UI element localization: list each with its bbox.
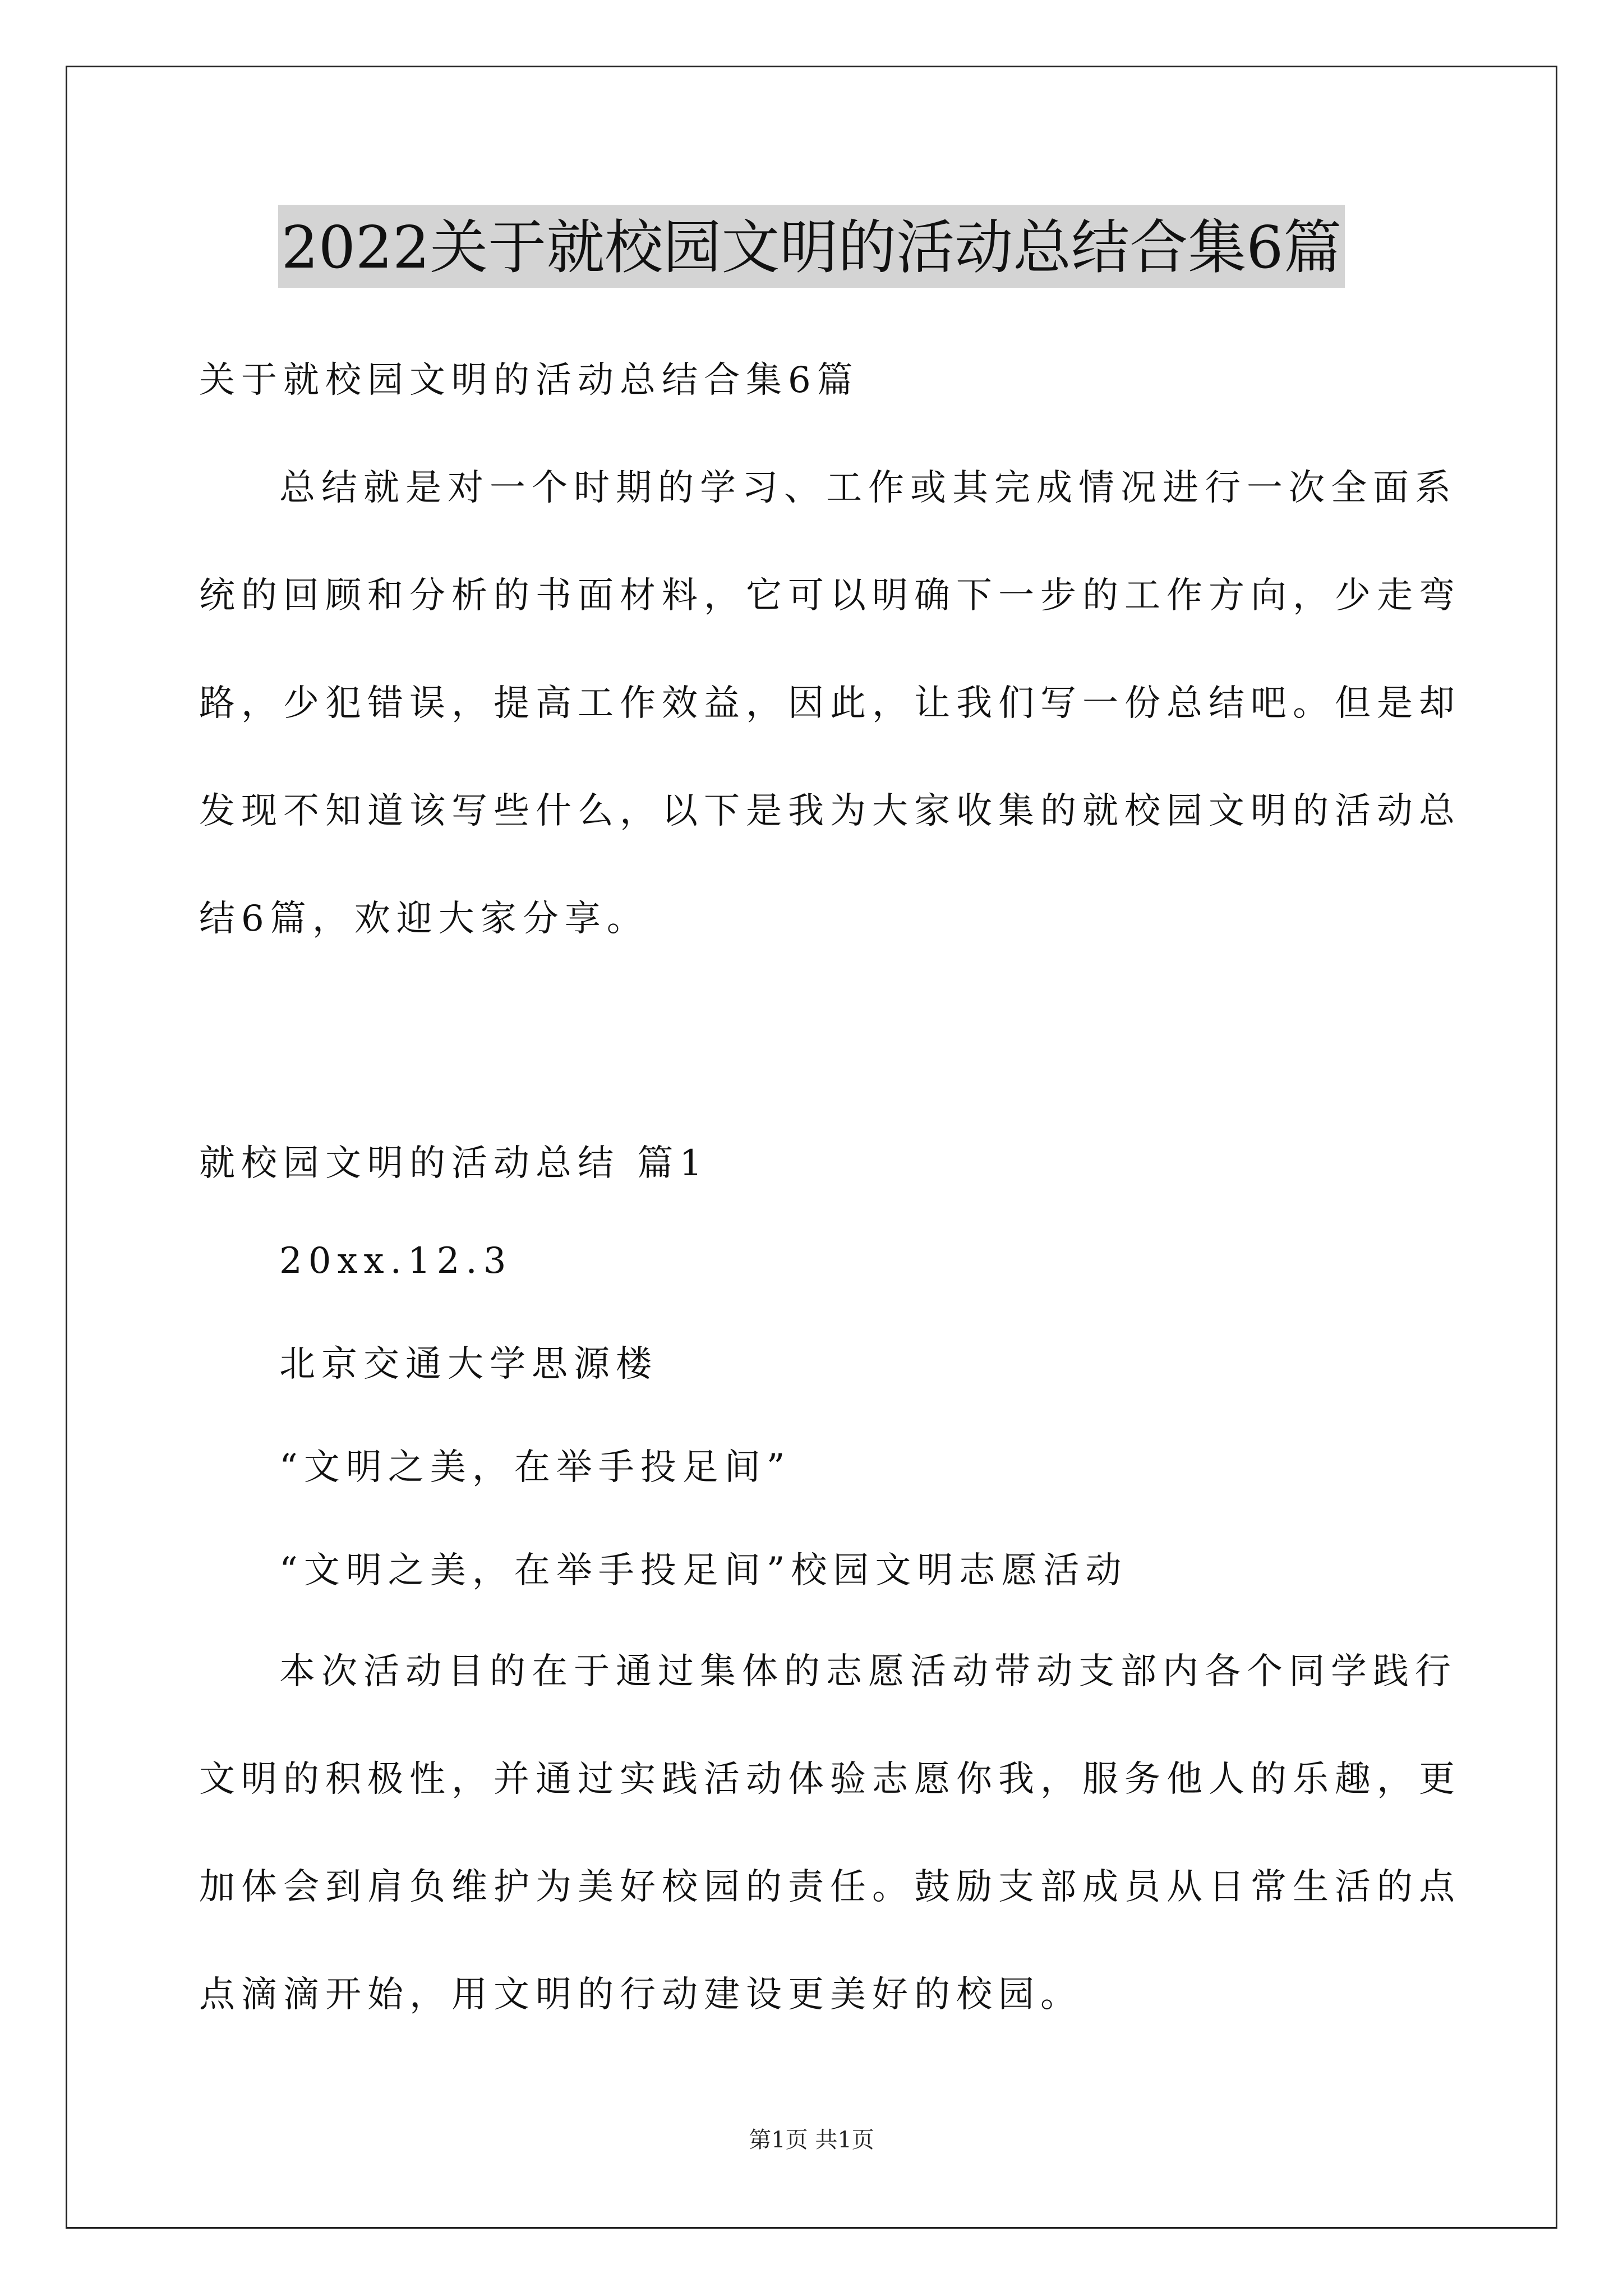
purpose-line-1: 本次活动目的在于通过集体的志愿活动带动支部内各个同学践行: [279, 1651, 1457, 1692]
event-date: 20xx.12.3: [279, 1240, 513, 1282]
intro-line-2: 统的回顾和分析的书面材料，它可以明确下一步的工作方向，少走弯: [199, 575, 1461, 616]
document-subtitle: 关于就校园文明的活动总结合集6篇: [199, 360, 859, 401]
intro-line-1: 总结就是对一个时期的学习、工作或其完成情况进行一次全面系: [279, 467, 1457, 509]
intro-line-3: 路，少犯错误，提高工作效益，因此，让我们写一份总结吧。但是却: [199, 683, 1461, 724]
event-activity-name: “文明之美，在举手投足间”校园文明志愿活动: [279, 1550, 1128, 1591]
purpose-line-3: 加体会到肩负维护为美好校园的责任。鼓励支部成员从日常生活的点: [199, 1866, 1461, 1908]
purpose-line-2: 文明的积极性，并通过实践活动体验志愿你我，服务他人的乐趣，更: [199, 1759, 1461, 1800]
document-title: 2022关于就校园文明的活动总结合集6篇: [278, 205, 1345, 288]
purpose-line-4: 点滴滴开始，用文明的行动建设更美好的校园。: [199, 1974, 1082, 2016]
intro-line-4: 发现不知道该写些什么，以下是我为大家收集的就校园文明的活动总: [199, 790, 1461, 832]
intro-line-5: 结6篇，欢迎大家分享。: [199, 898, 649, 940]
event-location: 北京交通大学思源楼: [279, 1343, 658, 1385]
event-theme: “文明之美，在举手投足间”: [279, 1447, 791, 1488]
page-indicator: 第1页 共1页: [749, 2127, 874, 2153]
page-footer: [0, 2126, 1623, 2154]
title-container: [0, 205, 1623, 288]
section-heading: 就校园文明的活动总结 篇1: [199, 1143, 709, 1184]
